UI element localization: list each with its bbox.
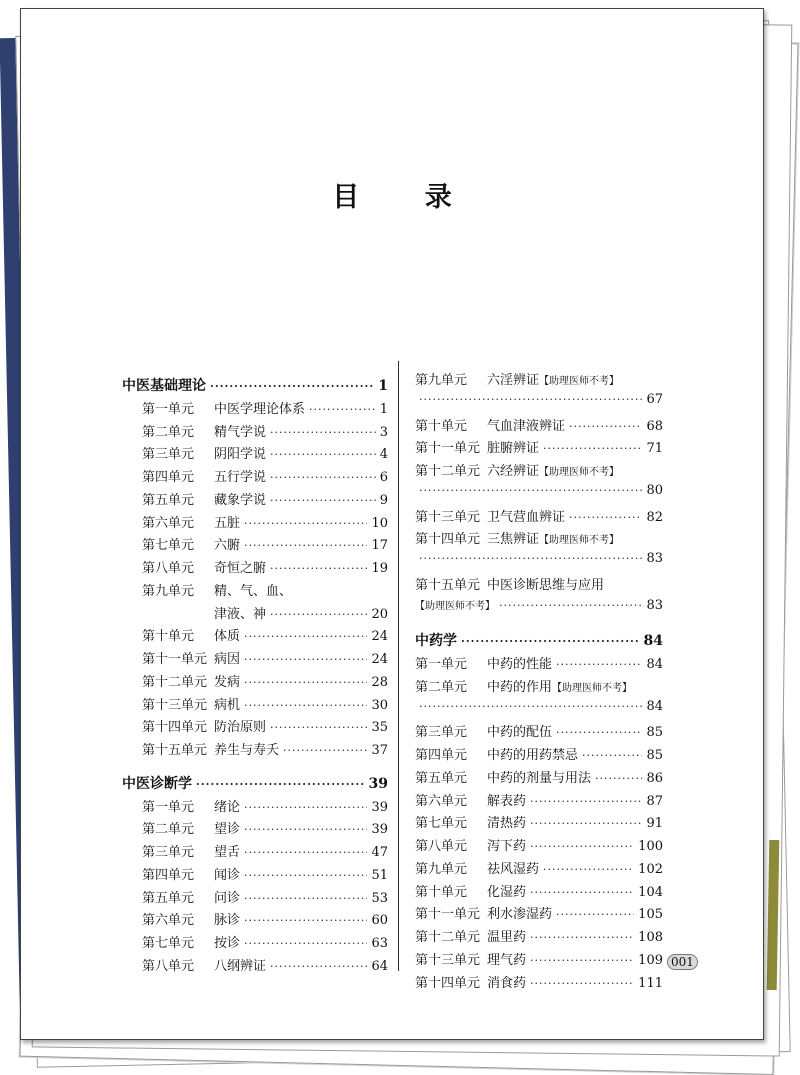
toc-entry bbox=[415, 926, 663, 949]
unit-label: 第十单元 bbox=[415, 884, 468, 900]
page-number: 9 bbox=[379, 492, 388, 508]
unit-label: 第十四单元 bbox=[142, 720, 208, 736]
section-title: 中医诊断学 bbox=[122, 775, 192, 792]
entry-title: 病机 bbox=[214, 697, 241, 713]
dot-leader bbox=[569, 419, 642, 432]
dot-leader bbox=[499, 598, 642, 611]
toc-entry bbox=[122, 932, 388, 955]
unit-label: 第五单元 bbox=[142, 890, 195, 906]
entry-title: 气血津液辨证 bbox=[487, 418, 566, 434]
dot-leader bbox=[530, 794, 642, 807]
section-heading bbox=[122, 375, 388, 398]
page-number: 67 bbox=[646, 391, 663, 407]
toc-entry-continued bbox=[415, 392, 663, 415]
entry-title: 问诊 bbox=[214, 890, 241, 906]
entry-title: 六腑 bbox=[214, 538, 241, 554]
section-heading bbox=[122, 773, 388, 796]
toc-entry bbox=[122, 818, 388, 841]
entry-title: 化湿药 bbox=[487, 884, 527, 900]
page-number: 84 bbox=[643, 633, 663, 650]
dot-leader bbox=[530, 930, 634, 943]
page-number: 85 bbox=[646, 748, 663, 763]
dot-leader bbox=[244, 516, 367, 529]
toc-entry bbox=[415, 881, 663, 904]
dot-leader bbox=[556, 657, 642, 670]
page-number: 102 bbox=[638, 861, 663, 877]
toc-right-column bbox=[415, 369, 663, 994]
unit-label: 第十五单元 bbox=[142, 743, 208, 758]
page-title: 目 录 bbox=[332, 182, 480, 213]
toc-entry bbox=[415, 437, 663, 460]
toc-entry bbox=[415, 528, 663, 551]
toc-entry-continued bbox=[415, 597, 663, 620]
toc-entry bbox=[122, 716, 388, 739]
entry-title: 祛风湿药 bbox=[487, 861, 540, 877]
unit-label: 第七单元 bbox=[415, 816, 468, 832]
toc-entry-continued bbox=[415, 483, 663, 506]
toc-entry-continued bbox=[415, 551, 663, 574]
page-number: 108 bbox=[638, 930, 663, 945]
entry-title: 精、气、血、 bbox=[214, 583, 293, 599]
dot-leader bbox=[244, 936, 367, 949]
toc-entry bbox=[415, 903, 663, 926]
unit-label: 第十四单元 bbox=[415, 975, 481, 991]
page-number: 83 bbox=[646, 551, 663, 566]
dot-leader bbox=[530, 953, 634, 966]
dot-leader bbox=[270, 607, 367, 620]
unit-label: 第二单元 bbox=[142, 822, 195, 838]
entry-title: 精气学说 bbox=[214, 424, 267, 440]
entry-title: 中药的性能 bbox=[487, 657, 553, 672]
page-number: 3 bbox=[379, 424, 388, 440]
dot-leader bbox=[244, 800, 367, 813]
dot-leader bbox=[244, 675, 367, 688]
toc-entry-continued bbox=[122, 603, 388, 626]
toc-entry bbox=[122, 909, 388, 932]
toc-entry bbox=[122, 398, 388, 421]
dot-leader bbox=[244, 868, 367, 881]
unit-label: 第一单元 bbox=[142, 799, 195, 815]
entry-title: 泻下药 bbox=[487, 839, 527, 854]
unit-label: 第九单元 bbox=[142, 583, 195, 599]
page-number: 19 bbox=[371, 561, 388, 576]
unit-label: 第十二单元 bbox=[415, 464, 481, 479]
unit-label: 第五单元 bbox=[415, 770, 468, 786]
dot-leader bbox=[244, 652, 367, 665]
unit-label: 第三单元 bbox=[415, 725, 468, 741]
unit-label: 第九单元 bbox=[415, 861, 468, 877]
page-number: 85 bbox=[646, 725, 663, 741]
dot-leader bbox=[244, 891, 367, 904]
entry-title: 消食药 bbox=[487, 975, 527, 991]
dot-leader bbox=[270, 561, 367, 574]
page-number: 63 bbox=[371, 936, 388, 951]
unit-label: 第九单元 bbox=[415, 373, 468, 388]
toc-entry bbox=[122, 796, 388, 819]
page-number: 82 bbox=[646, 509, 663, 525]
page-number: 1 bbox=[379, 401, 388, 417]
page-number: 6 bbox=[379, 470, 388, 485]
entry-title: 卫气营血辨证 bbox=[487, 509, 566, 525]
page-number: 24 bbox=[371, 652, 388, 667]
dot-leader bbox=[595, 771, 642, 784]
unit-label: 第三单元 bbox=[142, 447, 195, 463]
unit-label: 第十三单元 bbox=[415, 952, 481, 968]
toc-entry bbox=[415, 460, 663, 483]
toc-entry bbox=[122, 671, 388, 694]
page-number: 47 bbox=[371, 845, 388, 860]
entry-title: 利水渗湿药 bbox=[487, 907, 553, 923]
unit-label: 第十三单元 bbox=[142, 697, 208, 713]
entry-title: 脉诊 bbox=[214, 913, 241, 929]
exam-note: 【助理医师不考】 bbox=[539, 376, 620, 387]
toc-entry bbox=[415, 835, 663, 858]
toc-entry bbox=[122, 955, 388, 978]
toc-entry bbox=[415, 415, 663, 438]
dot-leader bbox=[244, 913, 367, 926]
entry-title: 中药的配伍 bbox=[487, 725, 553, 741]
page-number: 37 bbox=[371, 743, 388, 758]
dot-leader bbox=[270, 447, 376, 460]
dot-leader bbox=[210, 378, 374, 391]
unit-label: 第十四单元 bbox=[415, 532, 481, 548]
page-number: 111 bbox=[638, 975, 663, 991]
toc-entry bbox=[415, 653, 663, 676]
entry-title: 中药的剂量与用法 bbox=[487, 770, 592, 786]
section-title: 中药学 bbox=[415, 633, 457, 650]
unit-label: 第十三单元 bbox=[415, 509, 481, 525]
dot-leader bbox=[270, 959, 367, 972]
page-number: 86 bbox=[646, 770, 663, 786]
dot-leader bbox=[419, 483, 642, 496]
entry-title-continued: 津液、神 bbox=[214, 606, 267, 622]
unit-label: 第四单元 bbox=[142, 470, 195, 485]
dot-leader bbox=[543, 441, 642, 454]
page-number: 53 bbox=[371, 890, 388, 906]
entry-title: 中医诊断思维与应用 bbox=[487, 577, 605, 593]
dot-leader bbox=[270, 493, 376, 506]
page-number: 30 bbox=[371, 697, 388, 713]
dot-leader bbox=[244, 538, 367, 551]
unit-label: 第一单元 bbox=[142, 401, 195, 417]
entry-title: 三焦辨证 bbox=[487, 532, 540, 548]
entry-title: 奇恒之腑 bbox=[214, 561, 267, 576]
page-number: 28 bbox=[371, 674, 388, 690]
page-number: 83 bbox=[646, 597, 663, 613]
toc-entry bbox=[415, 676, 663, 699]
dot-leader bbox=[283, 743, 367, 756]
page-number: 17 bbox=[371, 538, 388, 554]
unit-label: 第五单元 bbox=[142, 492, 195, 508]
dot-leader bbox=[461, 633, 640, 646]
toc-entry bbox=[415, 767, 663, 790]
toc-entry bbox=[122, 443, 388, 466]
unit-label: 第八单元 bbox=[142, 561, 195, 576]
entry-title: 五脏 bbox=[214, 515, 241, 531]
entry-title: 养生与寿夭 bbox=[214, 743, 280, 758]
page-number: 1 bbox=[378, 378, 388, 394]
page-number: 39 bbox=[371, 799, 388, 815]
toc-entry bbox=[415, 369, 663, 392]
dot-leader bbox=[582, 748, 642, 761]
unit-label: 第二单元 bbox=[142, 424, 195, 440]
entry-title: 望舌 bbox=[214, 845, 241, 860]
entry-title: 温里药 bbox=[487, 930, 527, 945]
unit-label: 第十单元 bbox=[415, 418, 468, 434]
toc-entry bbox=[122, 648, 388, 671]
toc-entry bbox=[415, 858, 663, 881]
toc-entry bbox=[122, 512, 388, 535]
page-number: 71 bbox=[646, 441, 663, 457]
toc-entry bbox=[415, 812, 663, 835]
entry-title: 病因 bbox=[214, 652, 241, 667]
entry-title: 中药的作用 bbox=[487, 679, 553, 695]
unit-label: 第八单元 bbox=[142, 958, 195, 974]
page-number-badge: 001 bbox=[667, 954, 698, 970]
entry-title: 按诊 bbox=[214, 936, 241, 951]
toc-entry bbox=[122, 625, 388, 648]
entry-title: 中药的用药禁忌 bbox=[487, 748, 579, 763]
page-number: 104 bbox=[638, 884, 663, 900]
toc-page bbox=[20, 8, 764, 1040]
exam-note: 【助理医师不考】 bbox=[539, 535, 620, 547]
unit-label: 第七单元 bbox=[142, 936, 195, 951]
section-gap bbox=[415, 619, 663, 630]
unit-label: 第四单元 bbox=[415, 748, 468, 763]
entry-title: 阴阳学说 bbox=[214, 447, 267, 463]
page-number: 87 bbox=[646, 793, 663, 809]
entry-title: 八纲辨证 bbox=[214, 958, 267, 974]
page-number: 80 bbox=[646, 482, 663, 498]
unit-label: 第四单元 bbox=[142, 867, 195, 883]
exam-note: 【助理医师不考】 bbox=[415, 600, 495, 612]
entry-title: 发病 bbox=[214, 674, 241, 690]
page-number: 51 bbox=[371, 867, 388, 883]
dot-leader bbox=[244, 845, 367, 858]
toc-entry bbox=[122, 694, 388, 717]
page-number: 60 bbox=[371, 913, 388, 929]
column-divider bbox=[398, 361, 399, 971]
section-heading bbox=[415, 630, 663, 653]
unit-label: 第十一单元 bbox=[142, 652, 208, 667]
unit-label: 第十二单元 bbox=[415, 930, 481, 945]
dot-leader bbox=[556, 907, 634, 920]
unit-label: 第六单元 bbox=[142, 913, 195, 929]
unit-label: 第七单元 bbox=[142, 538, 195, 554]
toc-entry bbox=[122, 864, 388, 887]
toc-entry bbox=[415, 721, 663, 744]
exam-note: 【助理医师不考】 bbox=[539, 467, 620, 478]
unit-label: 第三单元 bbox=[142, 845, 195, 860]
page-number: 4 bbox=[379, 447, 388, 463]
toc-entry bbox=[415, 506, 663, 529]
entry-title: 望诊 bbox=[214, 822, 241, 838]
page-number: 24 bbox=[371, 629, 388, 645]
dot-leader bbox=[270, 425, 376, 438]
exam-note: 【助理医师不考】 bbox=[552, 682, 633, 694]
toc-entry bbox=[122, 421, 388, 444]
dot-leader bbox=[569, 510, 642, 523]
page-number: 39 bbox=[368, 775, 388, 792]
section-gap bbox=[122, 762, 388, 773]
page-number: 35 bbox=[371, 720, 388, 736]
page-number: 100 bbox=[638, 839, 663, 854]
entry-title: 五行学说 bbox=[214, 470, 267, 485]
unit-label: 第十五单元 bbox=[415, 577, 481, 593]
dot-leader bbox=[556, 725, 642, 738]
toc-entry bbox=[122, 534, 388, 557]
toc-entry bbox=[122, 739, 388, 762]
page-number: 105 bbox=[638, 907, 663, 923]
toc-entry bbox=[415, 949, 663, 972]
unit-label: 第十一单元 bbox=[415, 441, 481, 457]
entry-title: 闻诊 bbox=[214, 867, 241, 883]
unit-label: 第二单元 bbox=[415, 679, 468, 695]
unit-label: 第六单元 bbox=[142, 515, 195, 531]
entry-title: 解表药 bbox=[487, 793, 527, 809]
dot-leader bbox=[309, 402, 376, 415]
dot-leader bbox=[270, 720, 367, 733]
dot-leader bbox=[530, 816, 642, 829]
entry-title: 体质 bbox=[214, 629, 241, 645]
page-number: 10 bbox=[371, 515, 388, 531]
page-number: 109 bbox=[638, 952, 663, 968]
toc-entry bbox=[415, 574, 663, 597]
toc-entry-continued bbox=[415, 699, 663, 722]
dot-leader bbox=[419, 551, 642, 564]
unit-label: 第一单元 bbox=[415, 657, 468, 672]
entry-title: 清热药 bbox=[487, 816, 527, 832]
entry-title: 防治原则 bbox=[214, 720, 267, 736]
dot-leader bbox=[419, 392, 642, 405]
dot-leader bbox=[270, 470, 376, 483]
dot-leader bbox=[196, 776, 365, 789]
page-number: 91 bbox=[646, 816, 663, 832]
entry-title: 绪论 bbox=[214, 799, 241, 815]
page-number: 64 bbox=[371, 958, 388, 974]
unit-label: 第十单元 bbox=[142, 629, 195, 645]
entry-title: 六经辨证 bbox=[487, 464, 540, 479]
dot-leader bbox=[244, 698, 367, 711]
page-number: 84 bbox=[646, 698, 663, 714]
unit-label: 第六单元 bbox=[415, 793, 468, 809]
toc-entry bbox=[122, 489, 388, 512]
toc-entry bbox=[122, 466, 388, 489]
toc-entry bbox=[122, 580, 388, 603]
entry-title: 藏象学说 bbox=[214, 492, 267, 508]
toc-entry bbox=[415, 744, 663, 767]
dot-leader bbox=[419, 699, 642, 712]
page-number: 39 bbox=[371, 822, 388, 838]
toc-entry bbox=[122, 887, 388, 910]
dot-leader bbox=[244, 822, 367, 835]
dot-leader bbox=[530, 976, 634, 989]
toc-entry bbox=[122, 841, 388, 864]
unit-label: 第十一单元 bbox=[415, 907, 481, 923]
dot-leader bbox=[244, 629, 367, 642]
entry-title: 脏腑辨证 bbox=[487, 441, 540, 457]
toc-entry bbox=[415, 972, 663, 995]
entry-title: 中医学理论体系 bbox=[214, 401, 306, 417]
toc-left-column bbox=[122, 375, 388, 978]
unit-label: 第十二单元 bbox=[142, 674, 208, 690]
section-title: 中医基础理论 bbox=[122, 378, 206, 394]
page-number: 84 bbox=[646, 657, 663, 672]
toc-entry bbox=[122, 557, 388, 580]
page-number: 20 bbox=[371, 606, 388, 622]
dot-leader bbox=[530, 839, 634, 852]
entry-title: 理气药 bbox=[487, 952, 527, 968]
page-number: 68 bbox=[646, 418, 663, 434]
dot-leader bbox=[530, 885, 634, 898]
toc-entry bbox=[415, 790, 663, 813]
entry-title: 六淫辨证 bbox=[487, 373, 540, 388]
dot-leader bbox=[543, 862, 634, 875]
unit-label: 第八单元 bbox=[415, 839, 468, 854]
